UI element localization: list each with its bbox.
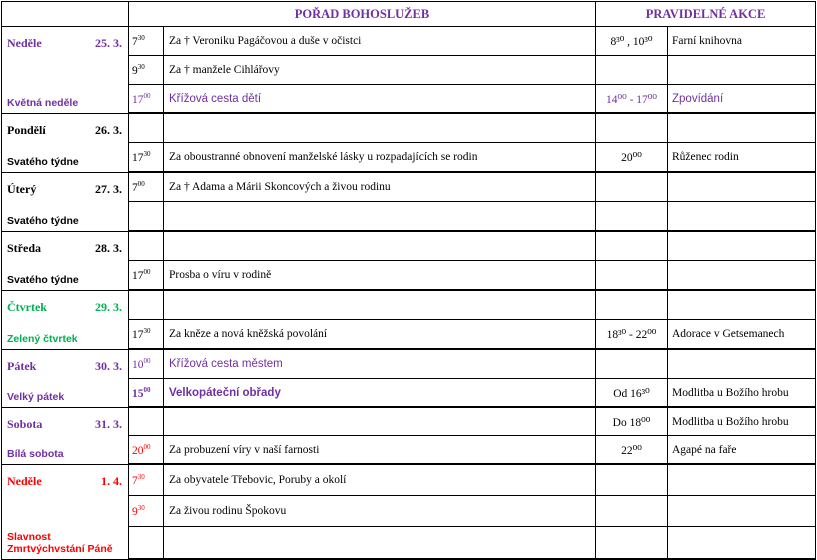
day-name: Čtvrtek	[7, 299, 47, 314]
event-time: 8³⁰ , 10³⁰	[596, 27, 668, 56]
mass-time-minute: 30	[137, 34, 145, 43]
day-subtitle: Velký pátek	[7, 390, 65, 403]
mass-time-minute: 00	[143, 442, 151, 451]
day-date: 28. 3.	[95, 240, 122, 255]
event-time	[596, 113, 668, 143]
mass-time	[129, 231, 164, 261]
mass-time	[129, 143, 164, 173]
mass-intention	[164, 231, 596, 261]
mass-time-hour: 7	[132, 181, 138, 194]
day-date: 27. 3.	[95, 181, 122, 196]
event-name: Modlitba u Božího hrobu	[668, 379, 816, 408]
mass-time	[129, 172, 164, 202]
event-name	[668, 261, 816, 291]
event-name	[668, 172, 816, 202]
day-date: 29. 3.	[95, 299, 122, 314]
mass-time	[129, 261, 164, 291]
mass-intention: Za † Adama a Márii Skoncových a živou rodinu	[164, 172, 596, 202]
mass-time	[129, 407, 164, 436]
event-name	[668, 464, 816, 496]
day-subtitle: Svatého týdne	[7, 273, 79, 286]
mass-intention: Za kněze a nová kněžská povolání	[164, 320, 596, 350]
event-time	[596, 202, 668, 232]
event-name: Farní knihovna	[668, 27, 816, 56]
day-cell	[2, 27, 129, 114]
mass-time	[129, 436, 164, 465]
day-subtitle: Svatého týdne	[7, 214, 79, 227]
mass-intention	[164, 202, 596, 232]
mass-time	[129, 349, 164, 379]
schedule-row	[2, 407, 816, 436]
event-time	[596, 290, 668, 320]
day-date: 1. 4.	[101, 473, 122, 488]
schedule-row	[2, 290, 816, 320]
event-time: 14⁰⁰ - 17⁰⁰	[596, 85, 668, 114]
event-time	[596, 172, 668, 202]
mass-time-hour: 7	[132, 474, 138, 487]
schedule-row	[2, 349, 816, 379]
event-time	[596, 527, 668, 560]
day-date: 26. 3.	[95, 122, 122, 137]
mass-time	[129, 56, 164, 85]
event-time	[596, 56, 668, 85]
event-name: Růženec rodin	[668, 143, 816, 173]
event-time: 20⁰⁰	[596, 143, 668, 173]
mass-time-hour: 17	[132, 93, 144, 106]
event-time: 18³⁰ - 22⁰⁰	[596, 320, 668, 350]
schedule-row	[2, 113, 816, 143]
day-cell	[2, 349, 129, 407]
event-name	[668, 202, 816, 232]
event-time	[596, 261, 668, 291]
schedule-row	[2, 464, 816, 496]
day-subtitle: Květná neděle	[7, 97, 79, 109]
mass-time-hour: 9	[132, 64, 138, 77]
mass-time-hour: 10	[132, 358, 144, 371]
mass-intention	[164, 407, 596, 436]
mass-intention	[164, 290, 596, 320]
mass-time	[129, 290, 164, 320]
mass-time-hour: 9	[132, 505, 138, 518]
mass-intention: Za živou rodinu Špokovu	[164, 496, 596, 527]
mass-intention: Za † manžele Cihlářovy	[164, 56, 596, 85]
mass-time-hour: 17	[132, 151, 144, 164]
event-time	[596, 231, 668, 261]
event-name	[668, 113, 816, 143]
mass-time-hour: 17	[132, 269, 144, 282]
day-cell	[2, 290, 129, 349]
mass-time-minute: 00	[143, 357, 151, 366]
event-name: Adorace v Getsemanech	[668, 320, 816, 350]
mass-intention: Velkopáteční obřady	[164, 379, 596, 408]
day-name: Pondělí	[7, 122, 46, 137]
day-name: Středa	[7, 240, 41, 255]
mass-time-minute: 30	[143, 327, 151, 336]
day-date: 25. 3.	[95, 36, 122, 50]
day-date: 31. 3.	[95, 416, 122, 431]
mass-time	[129, 27, 164, 56]
event-name	[668, 496, 816, 527]
event-name: Zpovídání	[668, 85, 816, 114]
day-name: Úterý	[7, 181, 37, 196]
mass-time	[129, 527, 164, 560]
schedule-table	[1, 1, 816, 560]
mass-intention	[164, 113, 596, 143]
mass-time-minute: 00	[143, 91, 151, 100]
event-time: Od 16³⁰	[596, 379, 668, 408]
event-time: Do 18⁰⁰	[596, 407, 668, 436]
event-time: 22⁰⁰	[596, 436, 668, 465]
mass-time	[129, 496, 164, 527]
day-cell	[2, 464, 129, 559]
event-time	[596, 349, 668, 379]
event-name	[668, 290, 816, 320]
mass-time-minute: 00	[143, 268, 151, 277]
mass-intention: Křížová cesta dětí	[164, 85, 596, 114]
mass-time-minute: 00	[143, 385, 151, 394]
day-name: Neděle	[7, 36, 42, 50]
schedule-row	[2, 172, 816, 202]
mass-intention: Za oboustranné obnovení manželské lásky u rozpadajících se rodin	[164, 143, 596, 173]
mass-time-minute: 00	[137, 180, 145, 189]
event-name: Modlitba u Božího hrobu	[668, 407, 816, 436]
header-liturgy: POŘAD BOHOSLUŽEB	[129, 2, 596, 27]
day-name: Pátek	[7, 358, 37, 373]
mass-time-minute: 30	[137, 504, 145, 513]
event-time	[596, 496, 668, 527]
mass-time-minute: 30	[143, 150, 151, 159]
day-subtitle: Bílá sobota	[7, 447, 64, 460]
mass-time-minute: 30	[137, 473, 145, 482]
day-date: 30. 3.	[95, 358, 122, 373]
mass-intention: Křížová cesta městem	[164, 349, 596, 379]
mass-intention: Za obyvatele Třebovic, Poruby a okolí	[164, 464, 596, 496]
mass-time	[129, 85, 164, 114]
mass-time	[129, 113, 164, 143]
mass-time	[129, 464, 164, 496]
mass-time-minute: 30	[137, 63, 145, 72]
mass-time	[129, 202, 164, 232]
event-time	[596, 464, 668, 496]
mass-intention: Prosba o víru v rodině	[164, 261, 596, 291]
day-subtitle: Zelený čtvrtek	[7, 332, 78, 345]
event-name	[668, 349, 816, 379]
mass-time-hour: 7	[132, 35, 138, 48]
mass-time-hour: 17	[132, 328, 144, 341]
event-name	[668, 231, 816, 261]
day-cell	[2, 113, 129, 172]
day-subtitle: Slavnost Zmrtvýchvstání Páně	[7, 530, 113, 555]
header-blank	[2, 2, 129, 27]
mass-time	[129, 320, 164, 350]
day-cell	[2, 231, 129, 290]
day-name: Sobota	[7, 416, 43, 431]
day-cell	[2, 172, 129, 231]
mass-time	[129, 379, 164, 408]
event-name	[668, 527, 816, 560]
day-subtitle: Svatého týdne	[7, 155, 79, 168]
schedule-row	[2, 231, 816, 261]
mass-intention: Za † Veroniku Pagáčovou a duše v očistci	[164, 27, 596, 56]
event-name	[668, 56, 816, 85]
event-name: Agapé na faře	[668, 436, 816, 465]
header-row	[2, 2, 816, 27]
schedule-row	[2, 27, 816, 56]
header-regular-events: PRAVIDELNÉ AKCE	[596, 2, 816, 27]
mass-intention	[164, 527, 596, 560]
mass-intention: Za probuzení víry v naší farnosti	[164, 436, 596, 465]
day-name: Neděle	[7, 473, 42, 488]
mass-time-hour: 15	[132, 387, 144, 400]
mass-time-hour: 20	[132, 444, 144, 457]
day-cell	[2, 407, 129, 464]
